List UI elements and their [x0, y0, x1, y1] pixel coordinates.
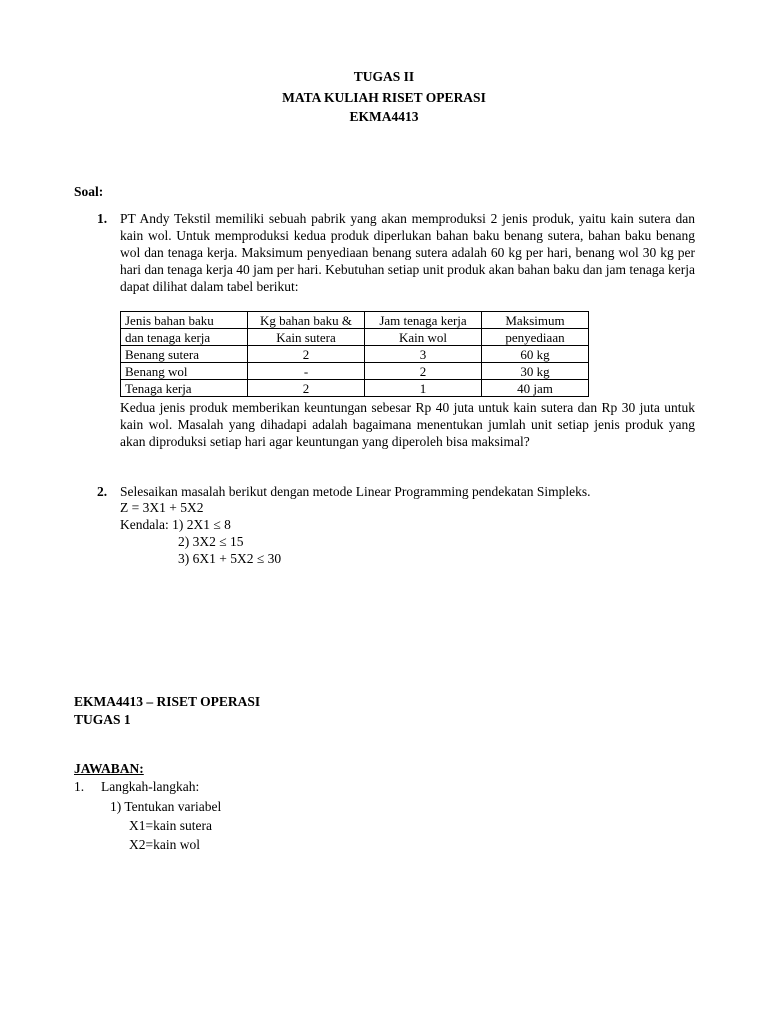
- table-header-cell: Kain sutera: [248, 329, 365, 346]
- q2-number: 2.: [97, 484, 108, 499]
- answer-variable-2: X2=kain wol: [129, 837, 200, 852]
- title-line-1: TUGAS II: [353, 69, 415, 84]
- table-cell: 60 kg: [482, 346, 589, 363]
- table-row: [121, 346, 589, 363]
- soal-label: Soal:: [74, 184, 104, 199]
- answer-header-line-1: EKMA4413 – RISET OPERASI: [74, 694, 261, 709]
- q1-outro: Kedua jenis produk memberikan keuntungan sebesar Rp 40 juta untuk kain sutera dan Rp 30 juta untuk kain wol. Masalah yang dihadapi adalah bagaimana menentukan jumlah unit setiap jenis produk yang akan diproduksi setiap hari agar keuntungan yang diperoleh bisa maksimal?: [120, 400, 695, 449]
- table-cell: 2: [248, 380, 365, 397]
- answer-label: JAWABAN:: [74, 761, 144, 776]
- q2-instruction: Selesaikan masalah berikut dengan metode Linear Programming pendekatan Simpleks.: [120, 484, 591, 499]
- table-cell: -: [248, 363, 365, 380]
- table-cell: 2: [365, 363, 482, 380]
- table-header-row-1: [121, 312, 589, 329]
- q2-constraint-3: 3) 6X1 + 5X2 ≤ 30: [178, 551, 282, 566]
- table-cell: 3: [365, 346, 482, 363]
- table-cell: Tenaga kerja: [121, 380, 248, 397]
- table-header-cell: Maksimum: [482, 312, 589, 329]
- table-cell: Benang wol: [121, 363, 248, 380]
- q2-constraint-1: Kendala: 1) 2X1 ≤ 8: [120, 517, 231, 532]
- table-cell: 1: [365, 380, 482, 397]
- table-cell: 40 jam: [482, 380, 589, 397]
- table-header-cell: penyediaan: [482, 329, 589, 346]
- table-header-cell: Jam tenaga kerja: [365, 312, 482, 329]
- table-row: [121, 363, 589, 380]
- answer-header-line-2: TUGAS 1: [74, 712, 131, 727]
- table-header-cell: dan tenaga kerja: [121, 329, 248, 346]
- title-line-2: MATA KULIAH RISET OPERASI: [282, 90, 486, 105]
- answer-item-1-number: 1.: [74, 779, 85, 794]
- q2-objective: Z = 3X1 + 5X2: [120, 500, 204, 515]
- q1-number: 1.: [97, 211, 108, 226]
- table-cell: 2: [248, 346, 365, 363]
- q2-constraint-2: 2) 3X2 ≤ 15: [178, 534, 244, 549]
- table-cell: 30 kg: [482, 363, 589, 380]
- table-cell: Benang sutera: [121, 346, 248, 363]
- title-line-3: EKMA4413: [349, 109, 419, 124]
- answer-step-1: 1) Tentukan variabel: [110, 799, 222, 814]
- answer-variable-1: X1=kain sutera: [129, 818, 212, 833]
- q1-intro: PT Andy Tekstil memiliki sebuah pabrik yang akan memproduksi 2 jenis produk, yaitu kain sutera dan kain wol. Untuk memproduksi kedua produk diperlukan bahan baku benang sutera, bahan baku benang wol dan tenaga kerja. Maksimum penyediaan benang sutera adalah 60 kg per hari, benang wol 30 kg per hari dan tenaga kerja 40 jam per hari. Kebutuhan setiap unit produk akan bahan baku dan jam tenaga kerja dapat dilihat dalam tabel berikut:: [120, 211, 695, 294]
- table-header-cell: Kg bahan baku &: [248, 312, 365, 329]
- table-header-cell: Jenis bahan baku: [121, 312, 248, 329]
- materials-table: [120, 311, 589, 397]
- table-header-cell: Kain wol: [365, 329, 482, 346]
- table-row: [121, 380, 589, 397]
- answer-item-1-text: Langkah-langkah:: [101, 779, 200, 794]
- table-header-row-2: [121, 329, 589, 346]
